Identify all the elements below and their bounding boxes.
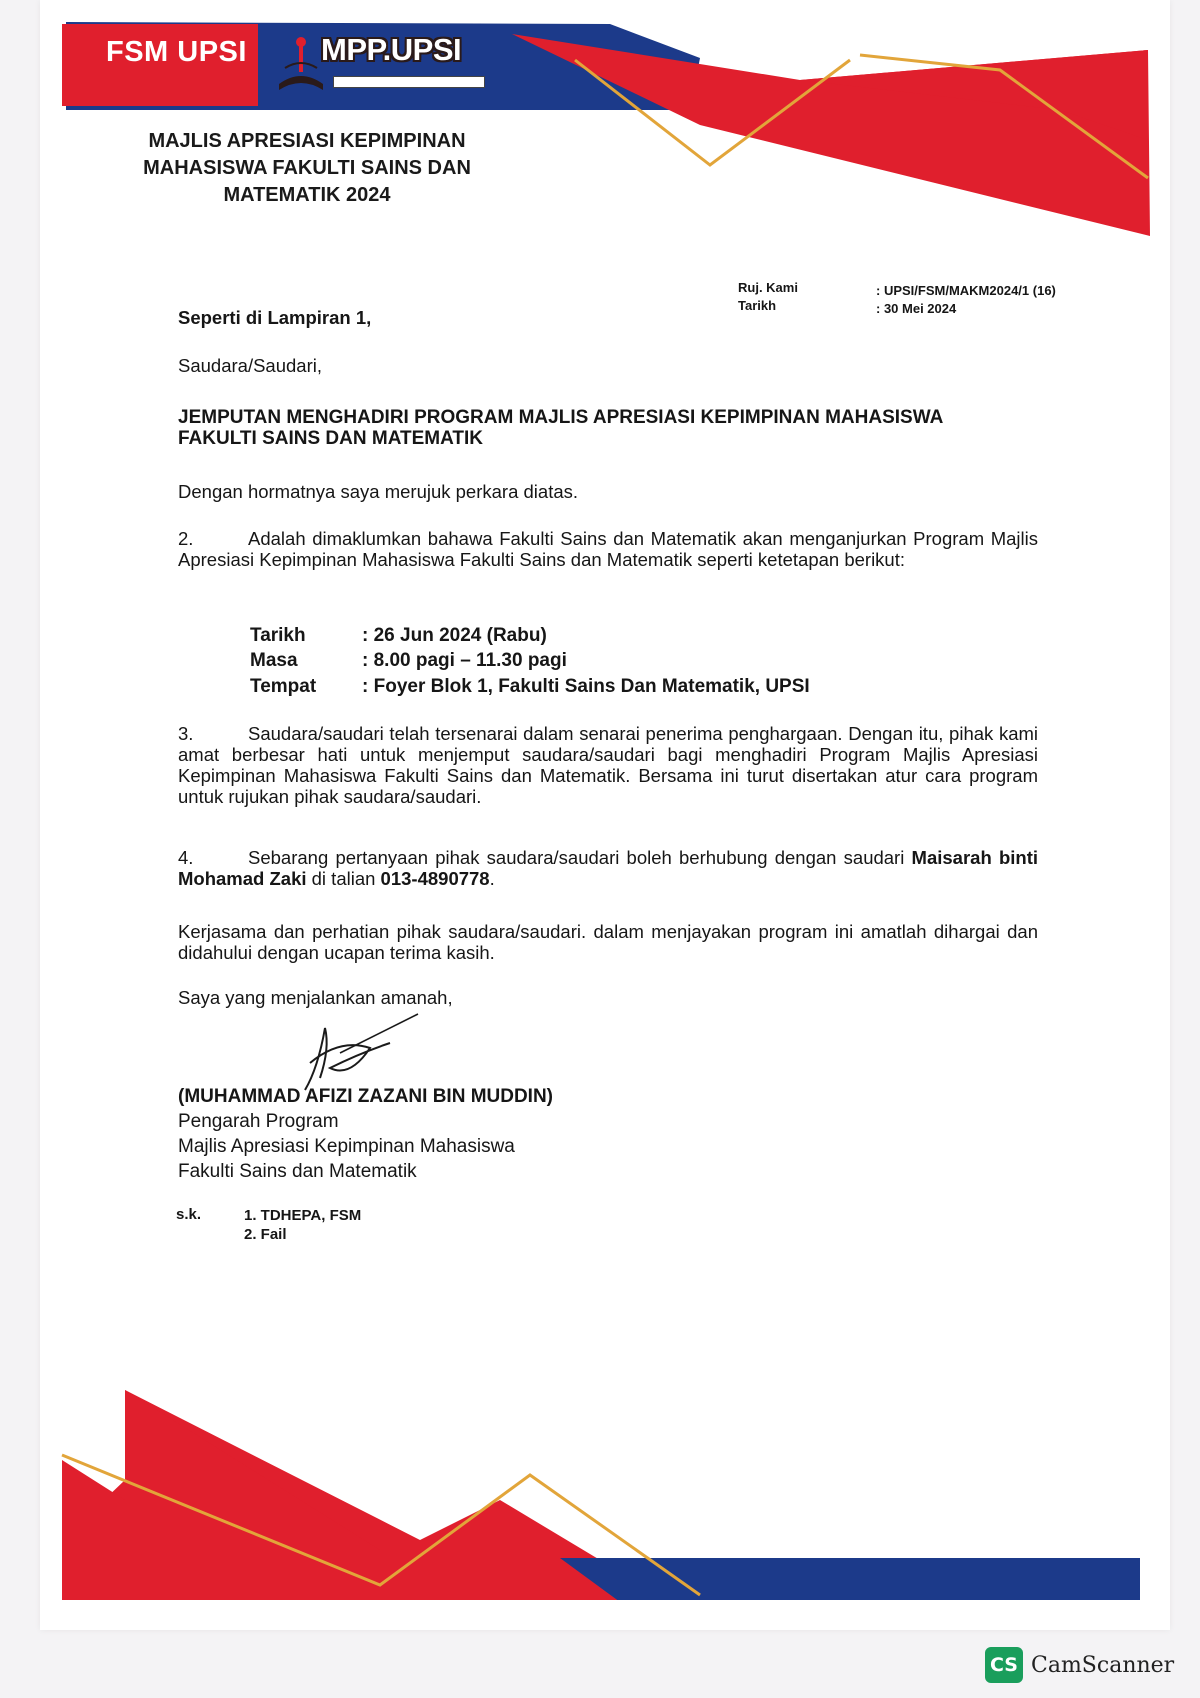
detail-row-date (250, 625, 547, 647)
paragraph-number: 4. (178, 847, 194, 868)
paragraph-4-text: di talian (306, 868, 381, 889)
paragraph-4-text: Sebarang pertanyaan pihak saudara/saudari boleh berhubung dengan saudari (248, 847, 905, 868)
mpp-upsi-logo (271, 24, 489, 100)
detail-label: Tarikh (250, 625, 306, 646)
footer-decoration (0, 1380, 1200, 1600)
date-value: : 30 Mei 2024 (876, 301, 957, 316)
footer-navy-band (560, 1558, 1140, 1600)
fsm-upsi-logo (62, 24, 258, 106)
recipient-line: Seperti di Lampiran 1, (178, 307, 372, 328)
camscanner-icon: CS (985, 1647, 1023, 1683)
mpp-upsi-logo-text: MPP.UPSI (321, 32, 462, 67)
reference-value: : UPSI/FSM/MAKM2024/1 (16) (876, 283, 1056, 298)
paragraph-2 (178, 528, 1038, 570)
detail-value: : 8.00 pagi – 11.30 pagi (362, 650, 567, 671)
org-title-line: MAHASISWA FAKULTI SAINS DAN (143, 157, 471, 179)
signatory-name: (MUHAMMAD AFIZI ZAZANI BIN MUDDIN) (178, 1086, 554, 1107)
camscanner-watermark (985, 1647, 1174, 1683)
contact-phone: 013-4890778 (380, 868, 490, 889)
mpp-logo-ribbon (333, 76, 485, 88)
contact-person: Maisarah binti Mohamad Zaki (178, 847, 1039, 889)
paragraph-3 (178, 723, 1038, 807)
signatory-org: Majlis Apresiasi Kepimpinan Mahasiswa (178, 1136, 515, 1157)
opening-line: Dengan hormatnya saya merujuk perkara diatas. (178, 481, 579, 502)
org-title-line: MAJLIS APRESIASI KEPIMPINAN (148, 130, 466, 152)
closing-paragraph: Kerjasama dan perhatian pihak saudara/saudari. dalam menjayakan program ini amatlah dihargai dan didahului dengan ucapan terima kasih. (178, 921, 1038, 963)
paragraph-2-text: Adalah dimaklumkan bahawa Fakulti Sains dan Matematik akan menganjurkan Program Majlis Apresiasi Kepimpinan Mahasiswa Fakulti Sains dan Matematik seperti ketetapan berikut: (178, 528, 1038, 570)
detail-label: Tempat (250, 676, 317, 697)
paragraph-4-end: . (489, 868, 495, 889)
date-label: Tarikh (738, 298, 777, 313)
camscanner-text: CamScanner (1031, 1652, 1175, 1678)
salutation: Saudara/Saudari, (178, 355, 322, 376)
detail-row-venue (250, 676, 810, 698)
detail-value: : Foyer Blok 1, Fakulti Sains Dan Matematik, UPSI (362, 676, 810, 697)
signatory-title: Pengarah Program (178, 1111, 339, 1132)
cc-label: s.k. (176, 1206, 202, 1223)
paragraph-3-text: Saudara/saudari telah tersenarai dalam senarai penerima penghargaan. Dengan itu, pihak kami amat berbesar hati untuk menjemput saudara/saudari bagi menghadiri Program Majlis Apresiasi Kepimpinan Mahasiswa Fakulti Sains dan Matematik. Bersama ini turut disertakan atur cara program untuk rujukan pihak saudara/saudari. (178, 723, 1038, 807)
footer-red-left (62, 1390, 380, 1600)
subject-line: FAKULTI SAINS DAN MATEMATIK (178, 428, 484, 449)
cc-item: 2. Fail (244, 1226, 287, 1243)
sign-off: Saya yang menjalankan amanah, (178, 987, 453, 1008)
detail-value: : 26 Jun 2024 (Rabu) (362, 625, 547, 646)
cc-item: 1. TDHEPA, FSM (244, 1207, 362, 1224)
detail-label: Masa (250, 650, 298, 671)
org-title-line: MATEMATIK 2024 (223, 184, 391, 206)
detail-row-time (250, 650, 567, 672)
organization-title (112, 128, 502, 209)
paragraph-number: 2. (178, 528, 194, 549)
paragraph-number: 3. (178, 723, 194, 744)
signatory-faculty: Fakulti Sains dan Matematik (178, 1161, 417, 1182)
subject (178, 407, 1038, 449)
subject-line: JEMPUTAN MENGHADIRI PROGRAM MAJLIS APRESIASI KEPIMPINAN MAHASISWA (178, 407, 944, 428)
paragraph-4 (178, 847, 1038, 889)
fsm-upsi-logo-text: FSM UPSI (106, 36, 247, 68)
reference-label: Ruj. Kami (738, 280, 798, 295)
